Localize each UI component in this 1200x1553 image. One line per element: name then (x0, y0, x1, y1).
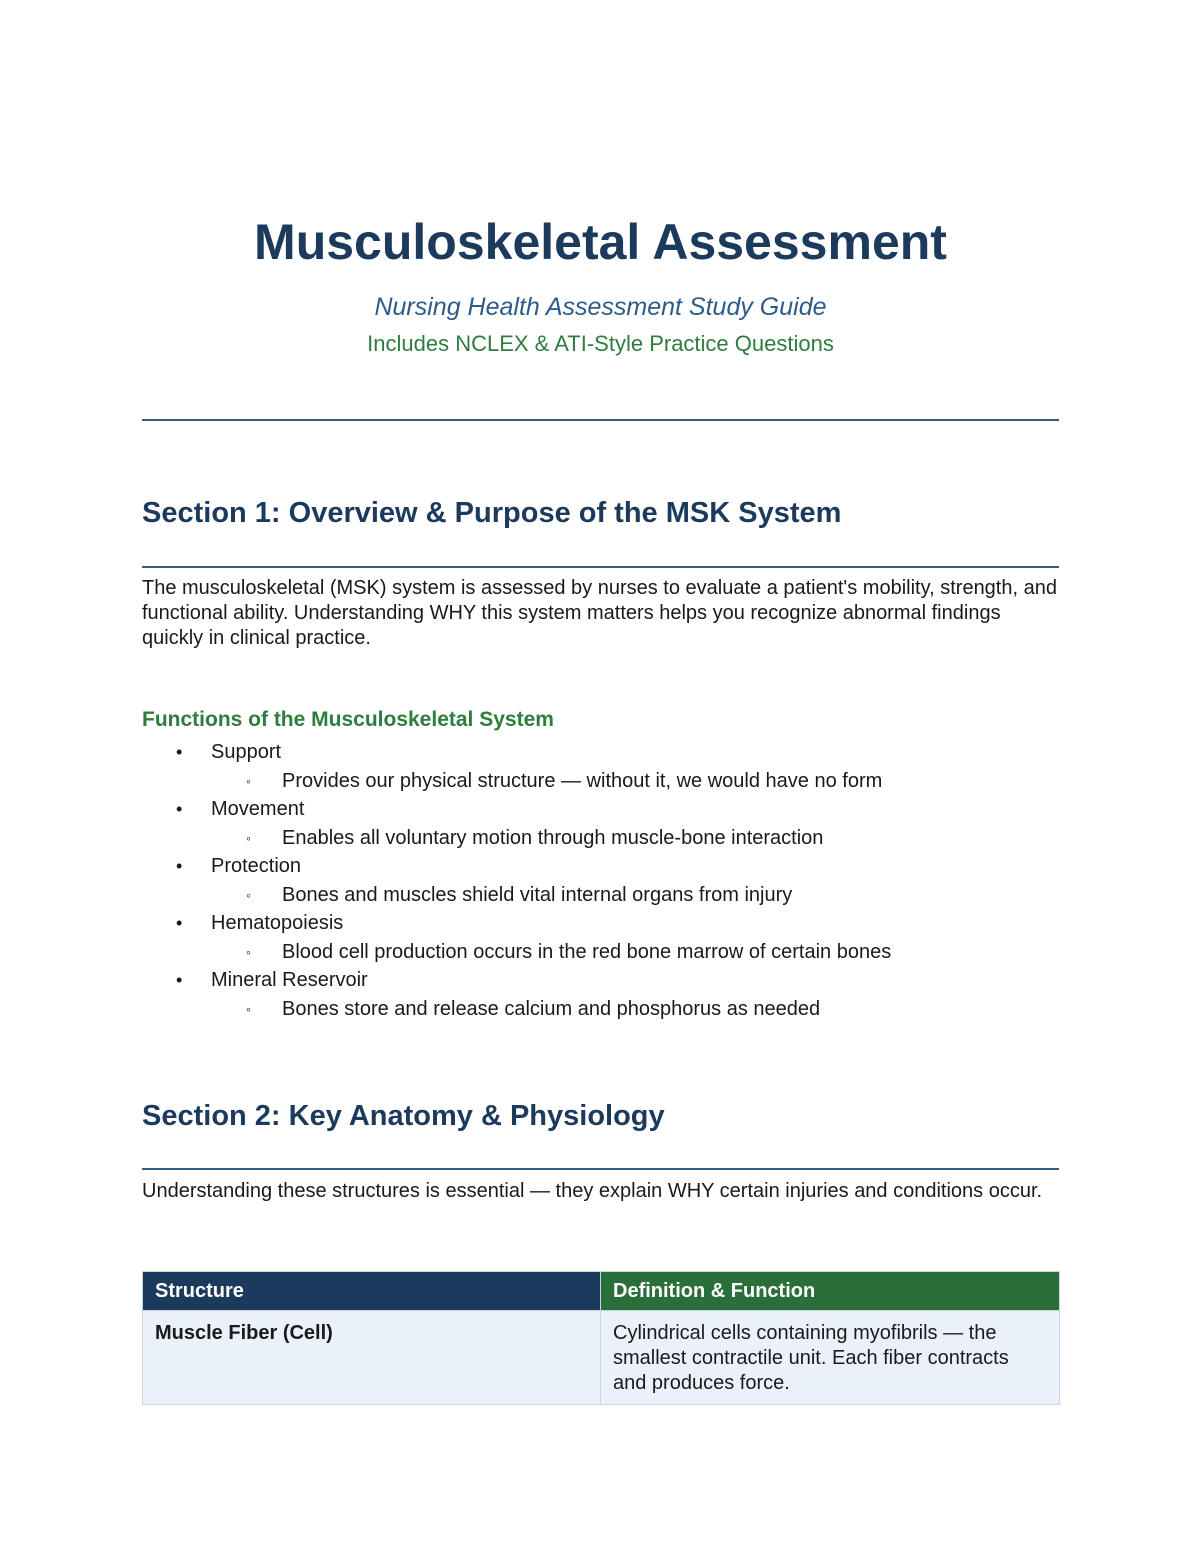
function-label: Support (211, 741, 282, 763)
sub-bullet-icon: ◦ (246, 887, 251, 903)
bullet-icon: • (176, 913, 183, 933)
section-1-heading: Section 1: Overview & Purpose of the MSK System (142, 497, 842, 529)
bullet-icon: • (176, 799, 183, 819)
sub-bullet-icon: ◦ (246, 1001, 251, 1017)
document-tagline: Includes NCLEX & ATI-Style Practice Questions (367, 331, 834, 356)
document-subtitle: Nursing Health Assessment Study Guide (374, 293, 827, 321)
function-detail: Bones store and release calcium and phosphorus as needed (282, 998, 821, 1020)
function-label: Movement (211, 798, 305, 820)
function-item (142, 795, 1059, 852)
functions-heading: Functions of the Musculoskeletal System (142, 708, 554, 731)
function-detail: Enables all voluntary motion through muscle-bone interaction (282, 827, 824, 849)
function-label: Mineral Reservoir (211, 969, 368, 991)
bullet-icon: • (176, 856, 183, 876)
function-item (142, 966, 1059, 1023)
section-1-divider (142, 566, 1059, 568)
section-2-heading: Section 2: Key Anatomy & Physiology (142, 1100, 665, 1132)
column-header-structure: Structure (143, 1272, 601, 1311)
function-label: Protection (211, 855, 302, 877)
sub-bullet-icon: ◦ (246, 830, 251, 846)
sub-bullet-icon: ◦ (246, 773, 251, 789)
anatomy-table (142, 1271, 1060, 1405)
section-2-intro: Understanding these structures is essential — they explain WHY certain injuries and conditions occur. (142, 1180, 1043, 1202)
functions-list (142, 738, 1059, 1023)
function-item (142, 909, 1059, 966)
bullet-icon: • (176, 970, 183, 990)
section-1-intro: The musculoskeletal (MSK) system is assessed by nurses to evaluate a patient's mobility, strength, and functional ability. Understanding WHY this system matters helps you recognize abnormal findings quickly in clinical practice. (142, 577, 1057, 649)
function-detail: Bones and muscles shield vital internal organs from injury (282, 884, 793, 906)
title-divider (142, 419, 1059, 421)
function-detail: Blood cell production occurs in the red bone marrow of certain bones (282, 941, 892, 963)
structure-cell: Muscle Fiber (Cell) (143, 1311, 601, 1405)
function-label: Hematopoiesis (211, 912, 344, 934)
table-row (143, 1311, 1060, 1405)
function-detail: Provides our physical structure — without it, we would have no form (282, 770, 883, 792)
function-item (142, 852, 1059, 909)
section-2-divider (142, 1168, 1059, 1170)
bullet-icon: • (176, 742, 183, 762)
table-header-row (143, 1272, 1060, 1311)
document-title: Musculoskeletal Assessment (254, 214, 947, 270)
function-item (142, 738, 1059, 795)
sub-bullet-icon: ◦ (246, 944, 251, 960)
column-header-definition: Definition & Function (601, 1272, 1060, 1311)
definition-cell: Cylindrical cells containing myofibrils — the smallest contractile unit. Each fiber contracts and produces force. (601, 1311, 1060, 1405)
